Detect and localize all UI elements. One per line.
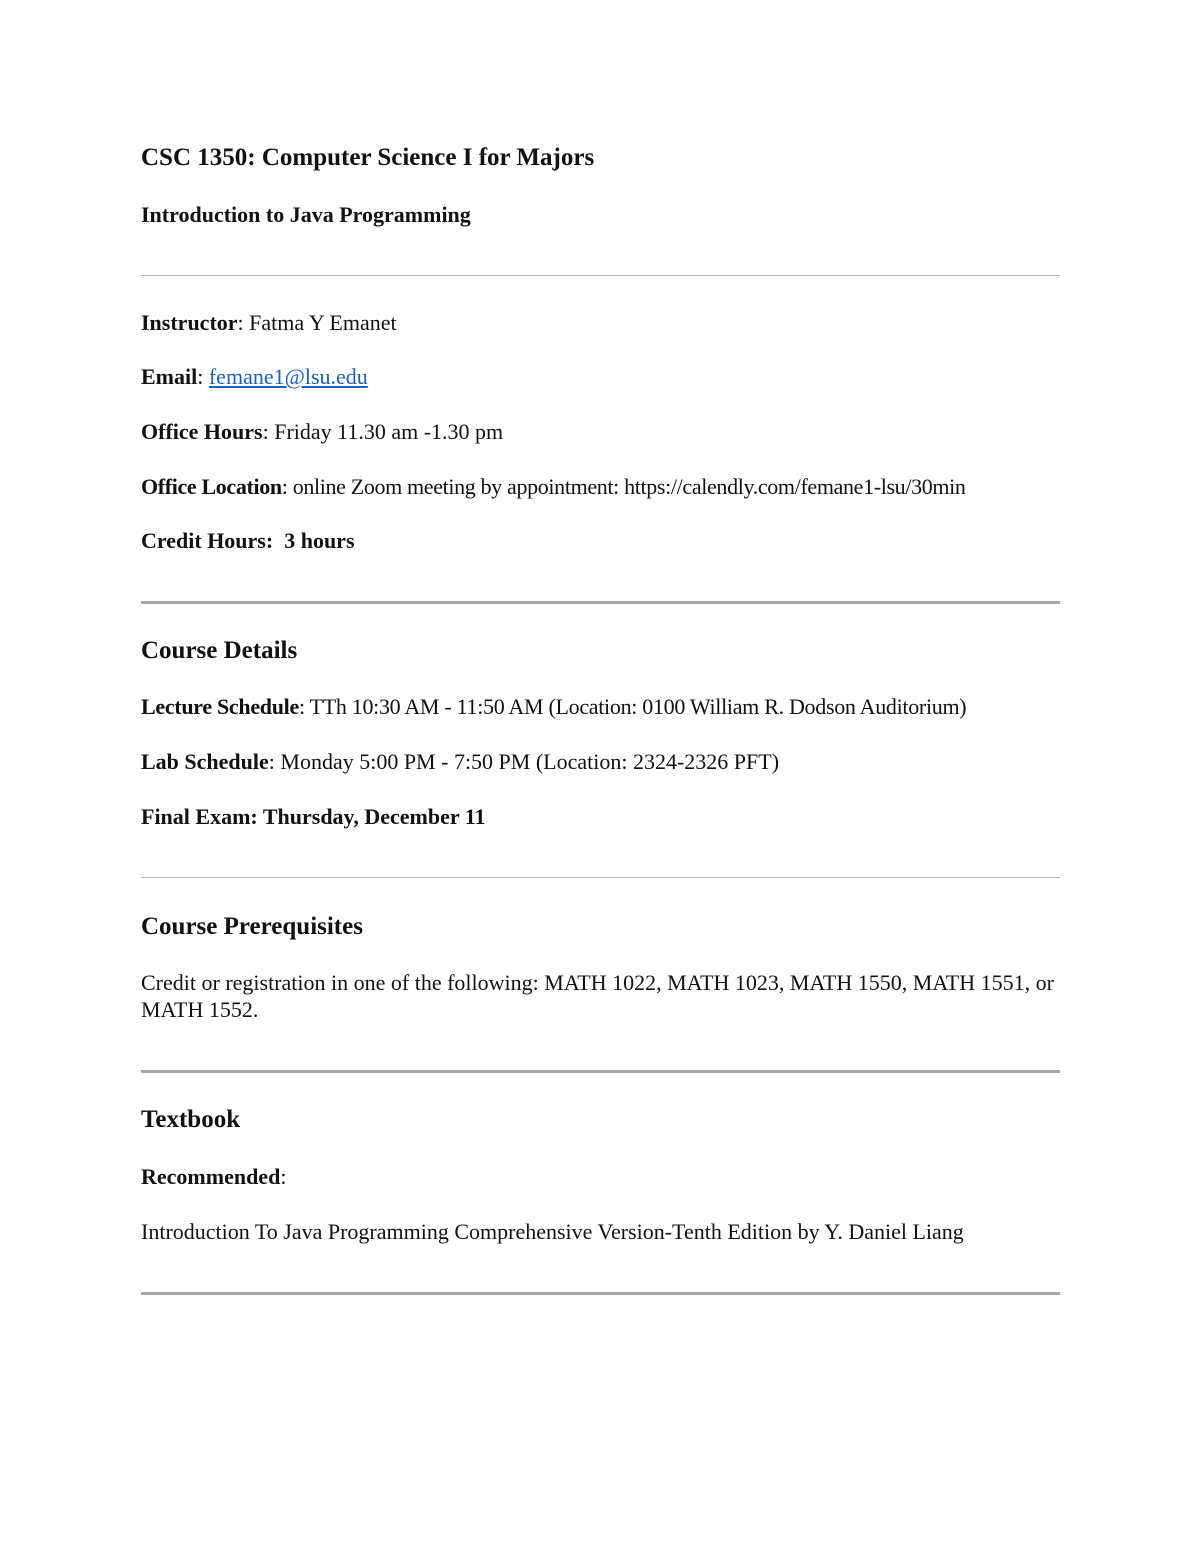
lab-schedule-label: Lab Schedule <box>141 749 269 774</box>
instructor-value: : Fatma Y Emanet <box>237 310 397 335</box>
office-hours-value: : Friday 11.30 am -1.30 pm <box>262 419 504 444</box>
lab-schedule-value: : Monday 5:00 PM - 7:50 PM (Location: 2324-2326 PFT) <box>268 749 780 774</box>
divider <box>141 601 1060 604</box>
divider <box>141 1292 1060 1295</box>
instructor-label: Instructor <box>141 310 238 335</box>
course-subtitle: Introduction to Java Programming <box>141 202 471 227</box>
credit-hours-label: Credit Hours: <box>141 528 274 553</box>
final-exam-line <box>141 803 486 830</box>
credit-hours-line <box>141 527 355 554</box>
office-location-value: : online Zoom meeting by appointment: https://calendly.com/femane1-lsu/30min <box>281 474 966 499</box>
email-link[interactable]: femane1@lsu.edu <box>208 364 368 389</box>
lecture-schedule-label: Lecture Schedule <box>141 694 299 719</box>
email-separator: : <box>197 364 209 389</box>
instructor-line <box>141 309 397 336</box>
divider <box>141 1070 1060 1073</box>
final-exam-label: Final Exam: <box>141 804 258 829</box>
email-label: Email <box>141 364 198 389</box>
divider <box>141 275 1060 276</box>
prerequisites-heading: Course Prerequisites <box>141 913 363 940</box>
lecture-schedule-line <box>141 693 966 720</box>
recommended-label: Recommended <box>141 1164 281 1189</box>
office-hours-line <box>141 418 503 445</box>
lab-schedule-line <box>141 748 779 775</box>
lecture-schedule-value: : TTh 10:30 AM - 11:50 AM (Location: 0100 William R. Dodson Auditorium) <box>298 694 967 719</box>
credit-hours-value: 3 hours <box>284 528 355 553</box>
email-line <box>141 363 368 390</box>
recommended-line <box>141 1163 286 1190</box>
office-hours-label: Office Hours <box>141 419 263 444</box>
textbook-title: Introduction To Java Programming Comprehensive Version-Tenth Edition by Y. Daniel Liang <box>141 1219 964 1244</box>
office-location-label: Office Location <box>141 474 282 499</box>
office-location-line <box>141 473 966 500</box>
course-details-heading: Course Details <box>141 637 298 664</box>
prerequisites-text: Credit or registration in one of the following: MATH 1022, MATH 1023, MATH 1550, MATH 1551, or MATH 1552. <box>141 970 1054 1022</box>
recommended-separator: : <box>280 1164 287 1189</box>
textbook-heading: Textbook <box>141 1106 241 1133</box>
final-exam-value: Thursday, December 11 <box>262 804 486 829</box>
course-title: CSC 1350: Computer Science I for Majors <box>141 144 595 171</box>
divider <box>141 877 1060 878</box>
